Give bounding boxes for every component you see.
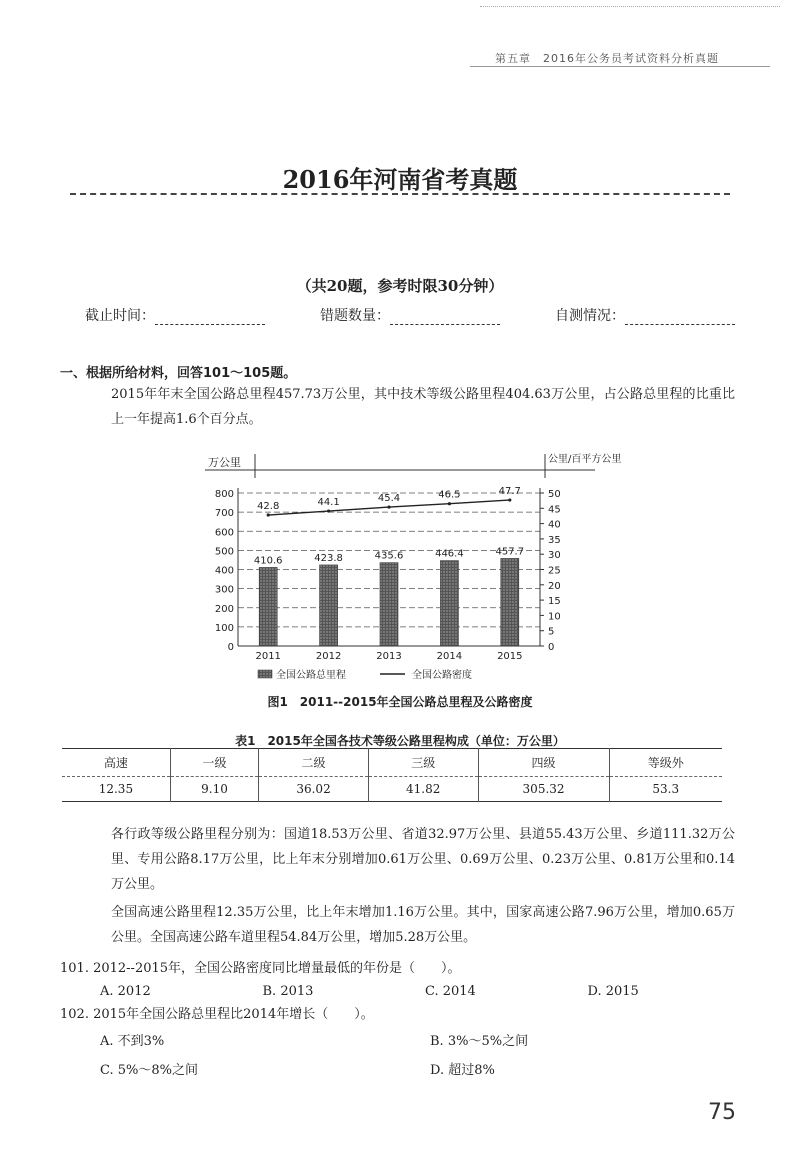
- y-tick-right: 0: [548, 642, 555, 653]
- legend-bar-label: 全国公路总里程: [276, 670, 346, 681]
- self-eval-field: [555, 305, 735, 325]
- section-heading: 一、根据所给材料，回答101～105题。: [60, 366, 297, 381]
- legend-line-label: 全国公路密度: [412, 670, 472, 681]
- bar: [259, 567, 277, 646]
- bar-data-label: 423.8: [314, 552, 343, 564]
- figure-caption: 图1 2011--2015年全国公路总里程及公路密度: [267, 695, 533, 709]
- y-tick-left: 600: [214, 527, 234, 539]
- line-data-label: 47.7: [498, 486, 521, 498]
- errors-blank[interactable]: [390, 310, 500, 325]
- table-row: [62, 777, 722, 802]
- y-tick-left: 300: [214, 584, 234, 596]
- y-tick-left: 700: [214, 508, 234, 520]
- y-tick-right: 15: [548, 596, 561, 608]
- table-header-cell: 一级: [170, 749, 258, 777]
- deadline-label: 截止时间：: [85, 308, 155, 324]
- x-tick-label: 2011: [255, 651, 281, 662]
- table-header-cell: 等级外: [609, 749, 722, 777]
- line-point: [508, 498, 511, 501]
- y-tick-left: 400: [214, 565, 234, 577]
- line-data-label: 45.4: [377, 493, 401, 505]
- option-b[interactable]: B. 2013: [262, 984, 314, 999]
- page-number: 75: [708, 1100, 736, 1125]
- option-d[interactable]: D. 超过8%: [430, 1063, 495, 1078]
- errors-field: [320, 305, 500, 325]
- table-cell: 305.32: [478, 777, 609, 802]
- y-tick-right: 10: [548, 611, 561, 623]
- material-paragraph-3: [85, 900, 735, 950]
- y-tick-right: 20: [548, 580, 561, 592]
- table-cell: 41.82: [368, 777, 478, 802]
- table-header-cell: 二级: [259, 749, 369, 777]
- bar-data-label: 410.6: [253, 555, 283, 567]
- y-axis-right-label: 公里/百平方公里: [548, 454, 622, 465]
- table-cell: 53.3: [609, 777, 722, 802]
- y-tick-left: 100: [214, 622, 234, 634]
- question-stem: 102. 2015年全国公路总里程比2014年增长（ ）。: [60, 1007, 374, 1022]
- y-tick-left: 800: [214, 489, 234, 500]
- table-header-row: [62, 749, 722, 777]
- x-tick-label: 2014: [436, 651, 463, 662]
- y-tick-right: 50: [548, 489, 561, 500]
- x-tick-label: 2013: [376, 651, 402, 662]
- y-tick-left: 0: [227, 642, 234, 653]
- deadline-field: [85, 305, 265, 325]
- table-header-cell: 高速: [62, 749, 170, 777]
- x-tick-label: 2012: [315, 651, 342, 662]
- option-c[interactable]: C. 5%～8%之间: [100, 1063, 198, 1078]
- table-cell: 12.35: [98, 782, 134, 796]
- deadline-blank[interactable]: [155, 310, 265, 325]
- question-101: [60, 957, 750, 999]
- road-level-table: [62, 748, 722, 802]
- option-d[interactable]: D. 2015: [587, 984, 639, 999]
- highway-chart: [200, 448, 622, 688]
- self-eval-blank[interactable]: [625, 310, 735, 325]
- table-header-cell: 四级: [478, 749, 609, 777]
- top-dotted-rule: [480, 6, 780, 7]
- y-axis-left-label: 万公里: [208, 456, 241, 469]
- material-text-1: 2015年年末全国公路总里程457.73万公里，其中技术等级公路里程404.63万公里，占公路总里程的比重比上一年提高1.6个百分点。: [111, 387, 735, 427]
- title-rule: [70, 193, 730, 195]
- self-record-fields: [85, 305, 735, 325]
- bar-data-label: 446.4: [435, 548, 464, 560]
- bar: [501, 558, 519, 646]
- y-tick-right: 5: [548, 626, 555, 638]
- question-102: [60, 1003, 750, 1078]
- y-tick-left: 200: [214, 603, 234, 615]
- errors-label: 错题数量：: [320, 308, 390, 324]
- option-c[interactable]: C. 2014: [425, 984, 476, 999]
- page-title: 2016年河南省考真题: [282, 165, 518, 194]
- option-a[interactable]: A. 2012: [100, 984, 151, 999]
- table-caption: 表1 2015年全国各技术等级公路里程构成（单位：万公里）: [235, 734, 565, 748]
- material-paragraph-2: [85, 822, 735, 897]
- bar: [440, 561, 458, 646]
- line-data-label: 44.1: [317, 497, 340, 509]
- y-tick-right: 45: [548, 504, 561, 516]
- material-paragraph-1: [85, 382, 735, 432]
- running-head: 第五章 2016年公务员考试资料分析真题: [495, 52, 719, 65]
- option-a[interactable]: A. 不到3%: [100, 1034, 165, 1049]
- table-cell: 36.02: [259, 777, 369, 802]
- material-text-2: 各行政等级公路里程分别为：国道18.53万公里、省道32.97万公里、县道55.43万公里、乡道111.32万公里、专用公路8.17万公里，比上年末分别增加0.61万公里、0.69万公里、0.23万公里、0.81万公里和0.14万公里。: [111, 827, 735, 892]
- bar-data-label: 457.7: [495, 546, 525, 558]
- line-point: [448, 502, 451, 505]
- option-list: [60, 1030, 750, 1078]
- table-header-cell: 三级: [368, 749, 478, 777]
- line-point: [387, 505, 390, 508]
- bar-data-label: 435.6: [374, 550, 404, 562]
- line-point: [267, 513, 270, 516]
- y-tick-left: 500: [214, 546, 234, 558]
- y-tick-right: 40: [548, 519, 561, 531]
- line-point: [327, 509, 330, 512]
- y-tick-right: 35: [548, 534, 561, 546]
- option-b[interactable]: B. 3%～5%之间: [430, 1034, 529, 1049]
- exam-subtitle: （共20题，参考时限30分钟）: [296, 277, 504, 295]
- y-tick-right: 30: [548, 550, 561, 562]
- self-eval-label: 自测情况：: [555, 308, 625, 324]
- legend-bar-swatch: [258, 670, 272, 678]
- option-list: [60, 984, 750, 999]
- running-head-rule: [470, 66, 770, 67]
- line-data-label: 46.5: [438, 489, 461, 501]
- line-data-label: 42.8: [257, 501, 280, 513]
- bar: [320, 565, 338, 646]
- question-stem: 101. 2012--2015年，全国公路密度同比增量最低的年份是（ ）。: [60, 961, 461, 976]
- table-cell: 9.10: [170, 777, 258, 802]
- material-text-3: 全国高速公路里程12.35万公里，比上年末增加1.16万公里。其中，国家高速公路7.96万公里，增加0.65万公里。全国高速公路车道里程54.84万公里，增加5.28万公里。: [111, 905, 735, 945]
- y-tick-right: 25: [548, 565, 561, 577]
- x-tick-label: 2015: [497, 651, 523, 662]
- bar: [380, 563, 398, 646]
